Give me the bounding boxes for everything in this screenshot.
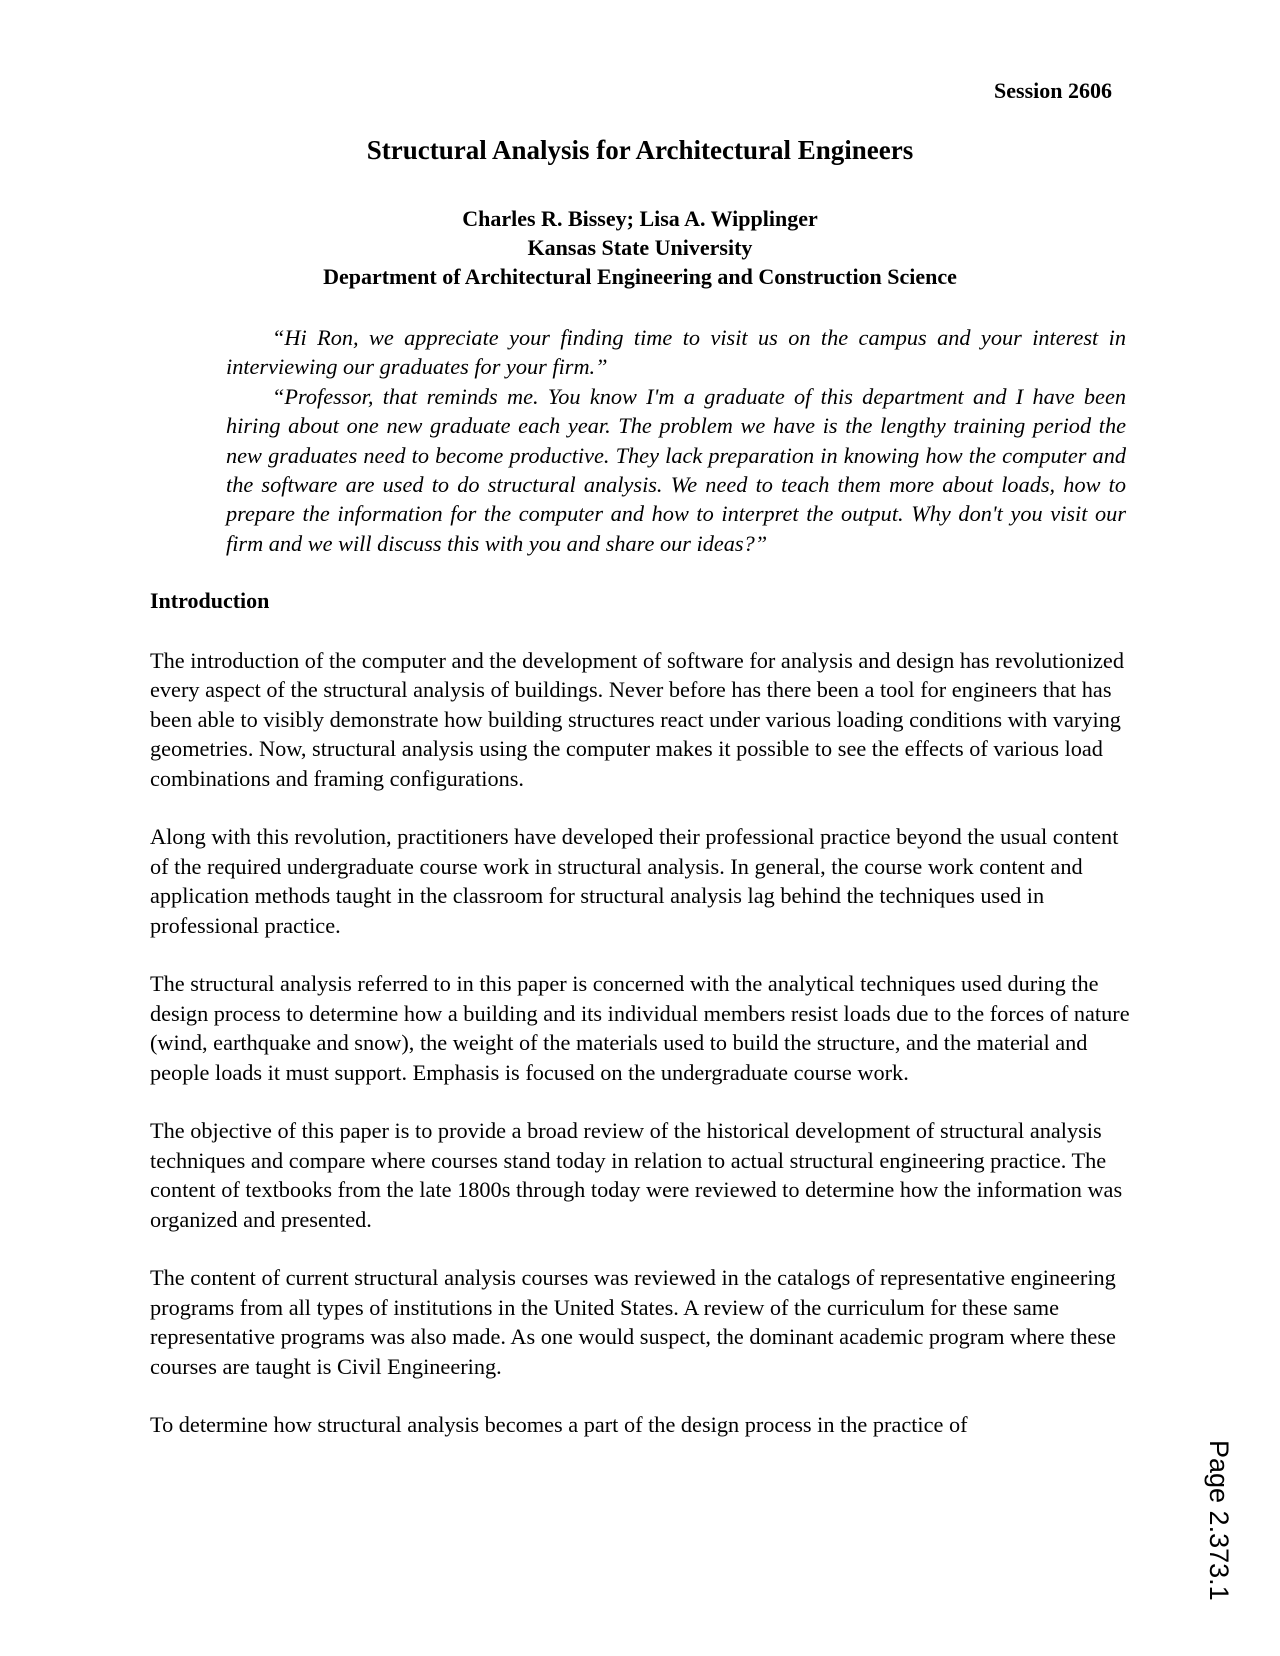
body-paragraph: The structural analysis referred to in this paper is concerned with the analytical techniques used during the design process to determine how a building and its individual members resist loads due to the forces of nature (wind, earthquake and snow), the weight of the materials used to build the structure, and the material and people loads it must support. Emphasis is focused on the undergraduate course work.	[150, 971, 1130, 1085]
epigraph-paragraph-2: “Professor, that reminds me. You know I'm a graduate of this department and I have been hiring about one new graduate each year. The problem we have is the lengthy training period the new graduates need to become productive. They lack preparation in knowing how the computer and the software are used to do structural analysis. We need to teach them more about loads, how to prepare the information for the computer and how to interpret the output. Why don't you visit our firm and we will discuss this with you and share our ideas?”	[226, 383, 1126, 556]
institution: Kansas State University	[527, 235, 753, 260]
epigraph	[226, 323, 1126, 558]
department: Department of Architectural Engineering and Construction Science	[323, 264, 957, 289]
body-paragraph: Along with this revolution, practitioners have developed their professional practice beyond the usual content of the required undergraduate course work in structural analysis. In general, the course work content and application methods taught in the classroom for structural analysis lag behind the techniques used in professional practice.	[150, 824, 1119, 938]
introduction-body	[150, 646, 1130, 1469]
epigraph-paragraph-1: “Hi Ron, we appreciate your finding time to visit us on the campus and your interest in interviewing our graduates for your firm.”	[226, 325, 1126, 380]
page-number: Page 2.373.1	[1204, 1440, 1234, 1601]
body-paragraph: The content of current structural analysis courses was reviewed in the catalogs of representative engineering programs from all types of institutions in the United States. A review of the curriculum for these same representative programs was also made. As one would suspect, the dominant academic program where these courses are taught is Civil Engineering.	[150, 1265, 1116, 1379]
authors: Charles R. Bissey; Lisa A. Wipplinger	[462, 206, 818, 231]
paper-title: Structural Analysis for Architectural Engineers	[366, 135, 914, 165]
body-paragraph: To determine how structural analysis becomes a part of the design process in the practice of	[150, 1412, 968, 1438]
body-paragraph: The objective of this paper is to provide a broad review of the historical development of structural analysis techniques and compare where courses stand today in relation to actual structural engineering practice. The content of textbooks from the late 1800s through today were reviewed to determine how the information was organized and presented.	[150, 1118, 1123, 1232]
session-label: Session 2606	[994, 78, 1112, 103]
section-heading-introduction: Introduction	[150, 588, 270, 613]
author-block	[0, 204, 1280, 291]
body-paragraph: The introduction of the computer and the development of software for analysis and design has revolutionized every aspect of the structural analysis of buildings. Never before has there been a tool for engineers that has been able to visibly demonstrate how building structures react under various loading conditions with varying geometries. Now, structural analysis using the computer makes it possible to see the effects of various load combinations and framing configurations.	[150, 648, 1124, 791]
